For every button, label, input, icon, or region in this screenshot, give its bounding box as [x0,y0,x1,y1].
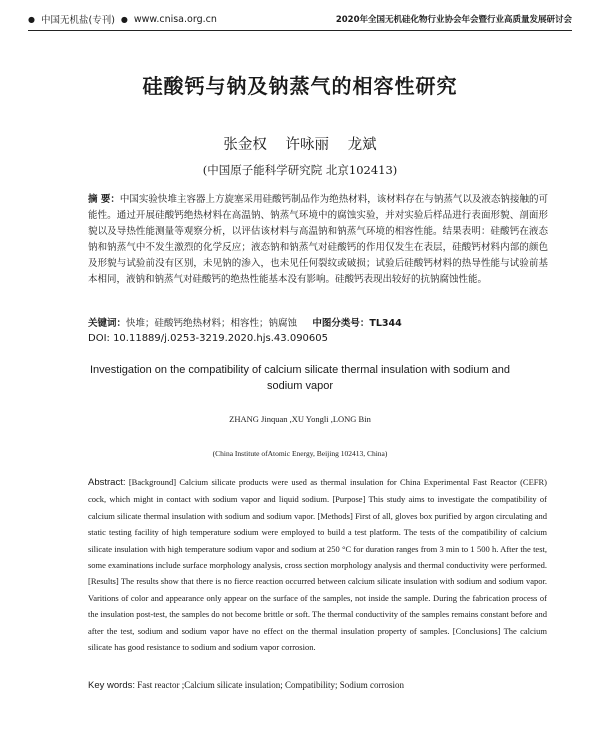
keywords-text: Fast reactor ;Calcium silicate insulation; Compatibility; Sodium corrosion [135,680,404,690]
english-abstract [88,474,547,655]
bullet-icon: ● [120,14,128,24]
english-title: Investigation on the compatibility of calcium silicate thermal insulation with sodium and sodium vapor [89,364,511,392]
doi[interactable]: DOI: 10.11889/j.0253-3219.2020.hjs.43.090605 [88,333,329,344]
abstract-text: 中国实验快堆主容器上方旋塞采用硅酸钙制品作为绝热材料，该材料存在与钠蒸气以及液态钠接触的可能性。通过开展硅酸钙绝热材料在高温钠、钠蒸气环境中的腐蚀实验，并对实验后样品进行表面形貌、剖面形貌以及导热性能测量等观察分析，以评估该材料与高温钠和钠蒸气环境的相容性能。结果表明：硅酸钙在液态钠和钠蒸气中不发生激烈的化学反应；液态钠和钠蒸气对硅酸钙的作用仅发生在表层，硅酸钙材料内部的颜色及形貌与试验前没有区别，未见钠的渗入，也未见任何裂纹或破损；试验后硅酸钙材料的热导性能与试验前基本相同，液钠和钠蒸气对硅酸钙的绝热性能基本没有影响。硅酸钙表现出较好的抗钠腐蚀性能。 [88,194,548,285]
abstract-label: 摘 要： [88,194,120,205]
keywords-label: Key words: [88,680,135,691]
header-rule [28,30,572,31]
chinese-keywords [88,315,568,329]
running-header [28,8,572,30]
clc-label: 中图分类号： [312,318,370,329]
keywords-text: 快堆；硅酸钙绝热材料；相容性；钠腐蚀 [126,318,298,329]
clc-number: TL344 [369,318,402,329]
english-affiliation: (China Institute ofAtomic Energy, Beijing 102413, China) [212,449,388,458]
author-name: 许咏丽 [285,137,329,153]
affiliation: (中国原子能科学研究院 北京102413) [202,163,398,177]
header-left [28,12,217,26]
journal-name: 中国无机盐(专刊) [40,15,115,26]
paper-title: 硅酸钙与钠及钠蒸气的相容性研究 [142,74,458,98]
english-authors: ZHANG Jinquan ,XU Yongli ,LONG Bin [229,414,371,424]
chinese-abstract [88,192,548,288]
author-name: 张金权 [223,137,267,153]
journal-website[interactable]: www.cnisa.org.cn [133,13,217,25]
author-name: 龙斌 [347,137,377,153]
keywords-label: 关键词： [88,318,127,329]
conference-name: 2020年全国无机硅化物行业协会年会暨行业高质量发展研讨会 [335,15,572,25]
english-keywords [88,680,548,691]
author-list [0,133,600,154]
abstract-text: [Background] Calcium silicate products were used as thermal insulation for China Experimental Fast Reactor (CEFR) cock, which might in contact with sodium vapor and liquid sodium. [Purpose] This study aims to investigate the compatibility of calcium silicate thermal insulation with sodium and sodium vapor. [Methods] First of all, gloves box purified by argon circulating and static testing facility of high temperature sodium were employed to build a test platform. The tests of the compatibility of calcium silicate insulation with high temperature sodium vapor and sodium at 250 °C for duration ranges from 3 min to 1 500 h. After the test, some examinations include surface morphology analysis, cross section morphology analysis and thermal conductivity were performed. [Results] The results show that there is no fierce reaction occurred between calcium silicate insulation with sodium and sodium vapor. Varitions of color and appearance only appear on the surface of the samples, not inside the sample. During the fabrication process of the insulation post-test, the samples do not become brittle or soft. The thermal conductivity of the samples remains constant before and after the test, sodium and sodium vapor have no effect on the thermal insulation property of samples. [Conclusions] The calcium silicate has good resistance to sodium and sodium vapor corrosion. [88,477,547,653]
abstract-label: Abstract: [88,477,126,488]
bullet-icon: ● [28,14,35,24]
